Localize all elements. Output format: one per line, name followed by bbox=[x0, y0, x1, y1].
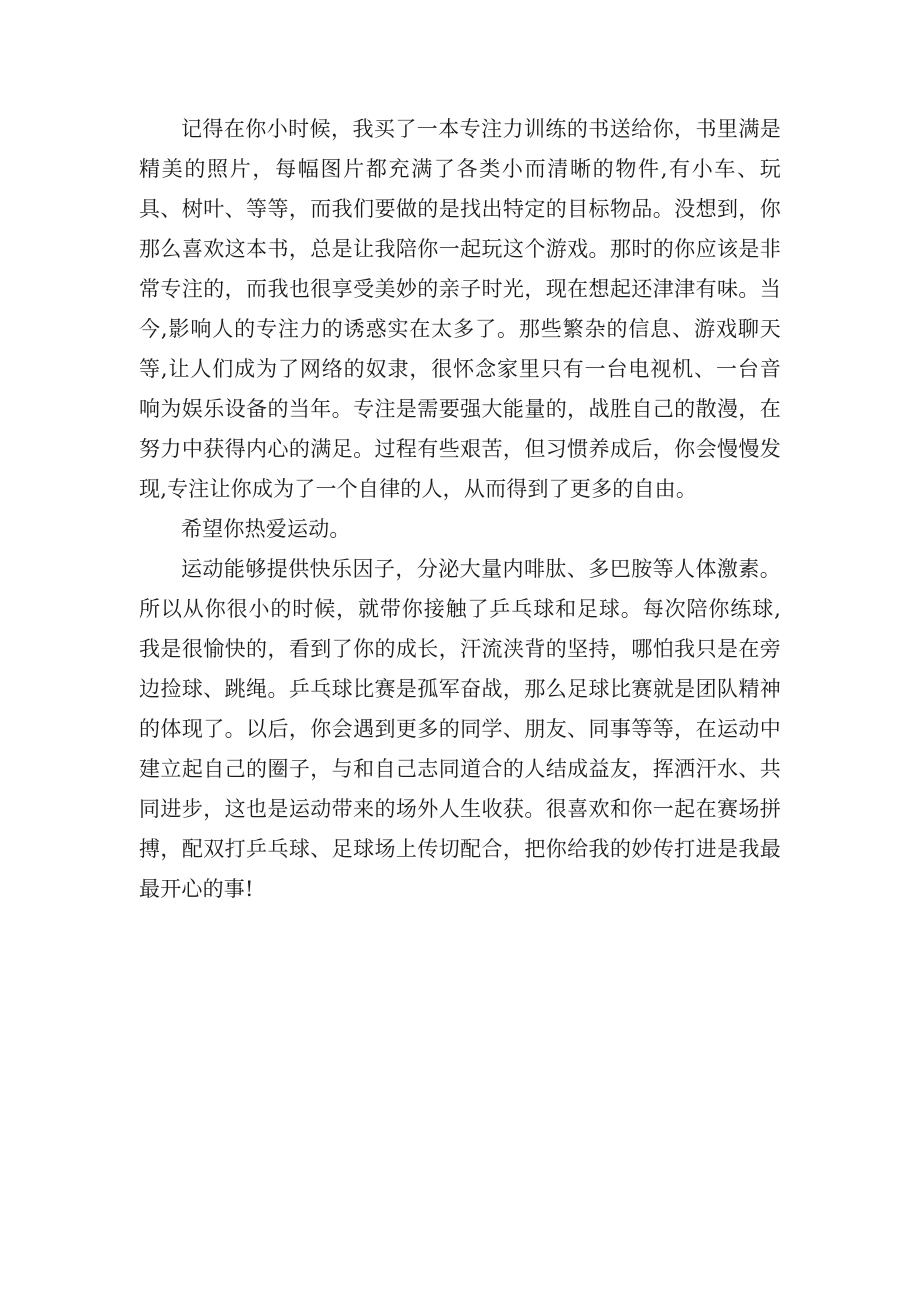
document-body bbox=[139, 109, 781, 909]
paragraph-sports-benefits: 运动能够提供快乐因子，分泌大量内啡肽、多巴胺等人体激素。所以从你很小的时候，就带你接触了乒乓球和足球。每次陪你练球,我是很愉快的，看到了你的成长，汗流浃背的坚持，哪怕我只是在旁边捡球、跳绳。乒乓球比赛是孤军奋战，那么足球比赛就是团队精神的体现了。以后，你会遇到更多的同学、朋友、同事等等，在运动中建立起自己的圈子，与和自己志同道合的人结成益友，挥洒汗水、共同进步，这也是运动带来的场外人生收获。很喜欢和你一起在赛场拼搏，配双打乒乓球、足球场上传切配合，把你给我的妙传打进是我最最开心的事! bbox=[139, 557, 781, 901]
paragraph-focus-training: 记得在你小时候，我买了一本专注力训练的书送给你，书里满是精美的照片，每幅图片都充满了各类小而清晰的物件,有小车、玩具、树叶、等等，而我们要做的是找出特定的目标物品。没想到，你那么喜欢这本书，总是让我陪你一起玩这个游戏。那时的你应该是非常专注的，而我也很享受美妙的亲子时光，现在想起还津津有味。当今,影响人的专注力的诱惑实在太多了。那些繁杂的信息、游戏聊天等,让人们成为了网络的奴隶，很怀念家里只有一台电视机、一台音响为娱乐设备的当年。专注是需要强大能量的，战胜自己的散漫，在努力中获得内心的满足。过程有些艰苦，但习惯养成后，你会慢慢发现,专注让你成为了一个自律的人，从而得到了更多的自由。 bbox=[139, 117, 781, 501]
paragraph-love-sports: 希望你热爱运动。 bbox=[181, 517, 351, 541]
